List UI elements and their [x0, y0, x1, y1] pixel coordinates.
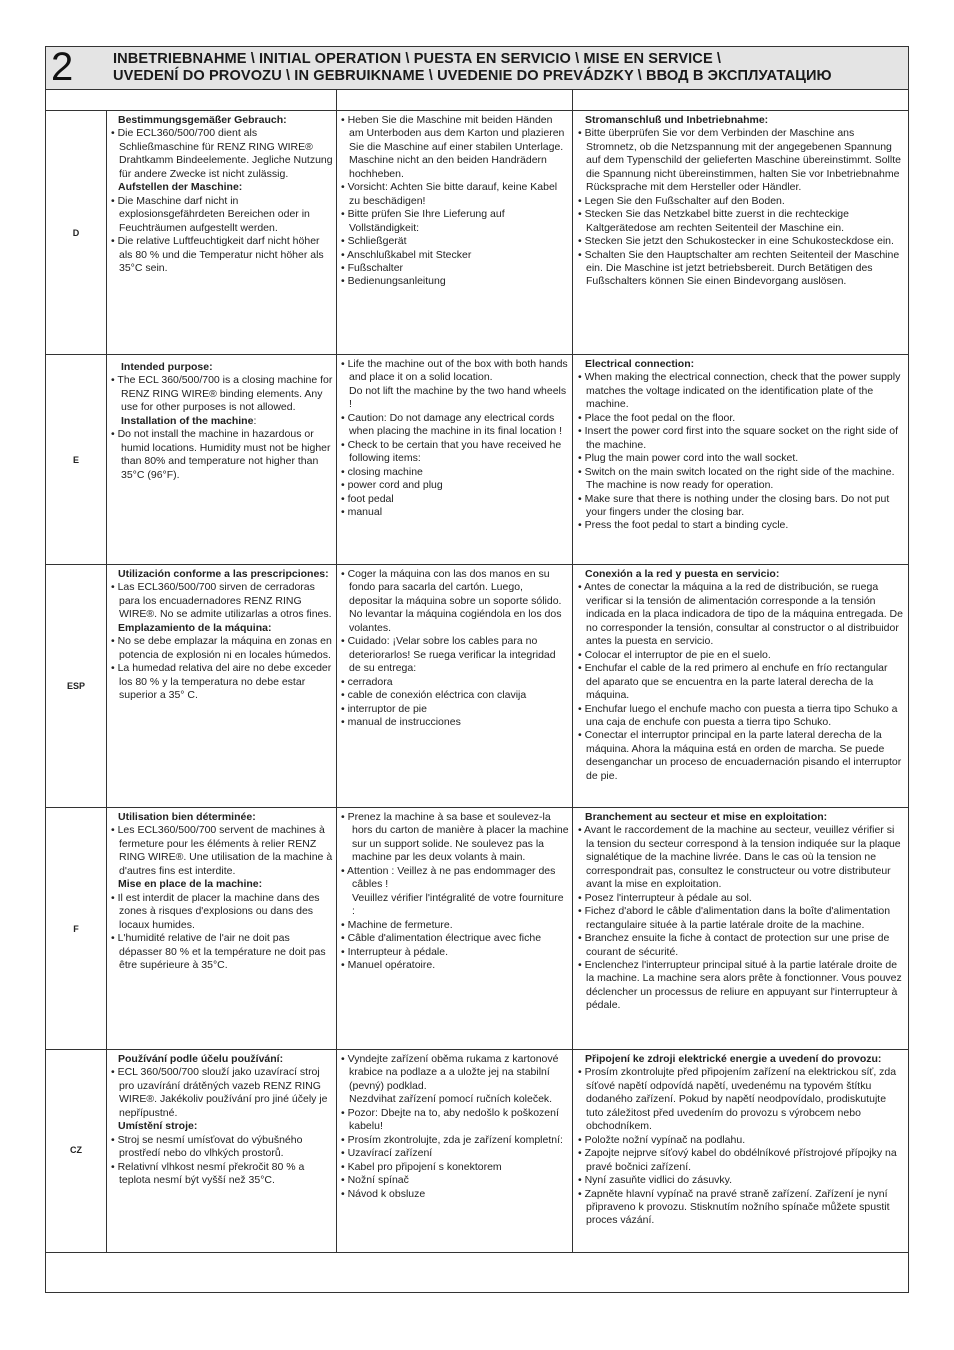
list-item: • Colocar el interruptor de pie en el suelo. [578, 648, 771, 661]
list-item: • Bitte prüfen Sie Ihre Lieferung auf Vollständigkeit: [341, 208, 505, 234]
list-item: • manual de instrucciones [341, 715, 461, 728]
list-item: • Heben Sie die Maschine mit beiden Händen am Unterboden aus dem Karton und plazieren Sie die Maschine auf einer stabilen Unterlage. Maschine nicht an den beiden Handrädern hochheben. [341, 114, 565, 180]
list-item: • Pozor: Dbejte na to, aby nedošlo k poškození kabelu! [341, 1106, 559, 1133]
electrical-connection-es [578, 568, 904, 783]
list-item: • Insert the power cord first into the square socket on the right side of the machine. [578, 425, 899, 451]
list-item: • Stroj se nesmí umísťovat do výbušného prostředí nebo do vlhkých prostorů. [111, 1133, 303, 1160]
intended-use-heading: Utilización conforme a las prescripciones: [118, 568, 329, 580]
list-note: Veuillez vérifier l'intégralité de votre fourniture : [352, 891, 564, 918]
electrical-connection-fr [578, 811, 904, 1013]
language-label-cz: CZ [70, 1145, 82, 1155]
language-label-d: D [72, 228, 80, 238]
list-item: • Schalten Sie den Hauptschalter am rechten Seitenteil der Maschine ein. Die Maschine ist jetzt betriebsbereit. Durch Betätigen des Fußschalters können Sie einen Bindevorgang auslösen. [578, 248, 900, 288]
list-item: • Zapněte hlavní vypínač na pravé straně zařízení. Zařízení je nyní připraveno k provozu. Stisknutím nožního spínače můžete spustit proces vázání. [578, 1187, 890, 1227]
installation-heading: Aufstellen der Maschine: [118, 181, 243, 194]
list-item: • Zapojte nejprve síťový kabel do obdélníkové přístrojové přípojky na pravé bočnici zařízení. [578, 1147, 897, 1173]
electrical-connection-cz [578, 1053, 904, 1228]
list-item: • Fichez d'abord le câble d'alimentation dans la boîte d'alimentation rectangulaire située à la partie latérale droite de la machine. [578, 905, 891, 931]
list-item: • Coger la máquina con las dos manos en su fondo para sacarla del cartón. Luego, depositar la máquina sobre un soporte sólido. No levantar la máquina cogiéndola en los dos volantes. [341, 568, 562, 634]
section-title-line1: INBETRIEBNAHME \ INITIAL OPERATION \ PUESTA EN SERVICIO \ MISE EN SERVICE \ [113, 51, 722, 67]
electrical-heading: Electrical connection: [585, 358, 695, 370]
list-item: • Interrupteur à pédale. [341, 945, 448, 958]
list-item: • Avant le raccordement de la machine au secteur, veuillez vérifier si la tension du secteur correspond à la tension indiquée sur la plaque signalétique de la machine livrée. Dans le cas où la tension ne correspondrait pas, consultez le constructeur ou votre distributeur avant la mise en exploitation. [578, 824, 901, 891]
row-divider [45, 807, 909, 808]
list-item: • Conectar el interruptor principal en la parte lateral derecha de la máquina. Ahora la máquina está en orden de marcha. Se puede desenganchar un proceso de encuadernación pisando el interruptor de pie. [578, 729, 902, 782]
list-item: • The ECL 360/500/700 is a closing machine for RENZ RING WIRE® binding elements. Any use for other purposes is not allowed. [111, 374, 333, 414]
language-label-esp: ESP [66, 681, 85, 691]
list-item: • Bedienungsanleitung [341, 275, 446, 288]
electrical-connection-de [578, 114, 904, 289]
column-divider [572, 111, 573, 1252]
unpacking-fr [341, 811, 569, 972]
electrical-connection-en [578, 358, 904, 533]
list-item: • Antes de conectar la máquina a la red de distribución, se ruega verificar si la tensión de alimentación corresponde a la tensión indicada en la placa indicadora de tipo de la máquina entregada. De no corresponder la tensión, consultar al constructor o al distribuidor antes la puesta en servicio. [578, 581, 903, 648]
list-item: • Attention : Veillez à ne pas endommager des câbles ! [341, 864, 556, 891]
list-item: • Legen Sie den Fußschalter auf den Boden. [578, 194, 785, 207]
installation-heading: Mise en place de la machine: [118, 878, 263, 891]
row-divider [45, 354, 909, 355]
list-item: • Prenez la machine à sa base et soulevez-la hors du carton de manière à placer la machine sur un support solide. Ne soulevez pas la machine par les deux volants à main. [341, 811, 569, 864]
list-item: • Bitte überprüfen Sie vor dem Verbinden der Maschine ans Stromnetz, ob die Netzspannung mit der angegebenen Spannung auf dem Typenschild der gelieferten Maschine übereinstimmt. Sollte die Spannung nicht übereinstimmen, halten Sie vor Inbetriebnahme Rücksprache mit dem Hersteller oder Händler. [578, 127, 901, 194]
installation-heading: Installation of the machine [121, 414, 254, 427]
intended-use-de [111, 114, 333, 275]
list-item: • foot pedal [341, 492, 394, 505]
installation-heading: Emplazamiento de la máquina: [118, 621, 272, 634]
installation-heading-line [111, 415, 333, 428]
list-item: • Câble d'alimentation électrique avec fiche [341, 932, 542, 945]
list-item: • Il est interdit de placer la machine dans des zones à risques d'explosions ou dans des locaux humides. [111, 891, 320, 931]
intended-use-heading: Intended purpose: [121, 361, 213, 373]
list-item: • Enclenchez l'interrupteur principal situé à la partie latérale droite de la machine. La machine sera alors prête à fonctionner. Vous pouvez déclencher un processus de reliure en appuyant sur l'interrupteur à pédale. [578, 958, 902, 1012]
list-item: • Manuel opératoire. [341, 958, 436, 971]
unpacking-es [341, 568, 569, 729]
list-item: • Plug the main power cord into the wall socket. [578, 452, 799, 465]
electrical-heading: Připojení ke zdroji elektrické energie a uvedení do provozu: [585, 1053, 882, 1065]
unpacking-en [341, 358, 569, 519]
list-item: • Enchufar luego el enchufe macho con puesta a tierra tipo Schuko a una caja de enchufe con puesta a tierra tipo Schuko. [578, 702, 898, 728]
unpacking-de [341, 114, 569, 289]
section-title-line2: UVEDENÍ DO PROVOZU \ IN GEBRUIKNAME \ UVEDENIE DO PREVÁDZKY \ ВВОД В ЭКСПЛУАТАЦИЮ [113, 68, 832, 84]
blank-footer-row [45, 1252, 909, 1293]
list-note: Do not lift the machine by the two hand wheels ! [349, 384, 567, 411]
list-item: • Do not install the machine in hazardous or humid locations. Humidity must not be higher than 80% and temperature not higher than 35°C (96°F). [111, 428, 331, 481]
heading-colon: : [253, 414, 257, 427]
list-item: • Press the foot pedal to start a binding cycle. [578, 519, 789, 532]
column-divider [336, 111, 337, 1252]
list-item: • Relativní vlhkost nesmí překročit 80 % a teplota nesmí být vyšší než 35°C. [111, 1160, 305, 1187]
language-label-f: F [73, 924, 79, 934]
list-item: • Fußschalter [341, 261, 404, 274]
unpacking-cz [341, 1053, 569, 1201]
electrical-heading: Conexión a la red y puesta en servicio: [585, 568, 780, 580]
list-item: • Položte nožní vypínač na podlahu. [578, 1133, 746, 1146]
intended-use-heading: Používání podle účelu používání: [118, 1053, 284, 1065]
list-item: • Life the machine out of the box with both hands and place it on a solid location. [341, 358, 568, 384]
list-item: • La humedad relativa del aire no debe exceder los 80 % y la temperatura no debe estar superior a 35° C. [111, 662, 332, 702]
intended-use-heading: Bestimmungsgemäßer Gebrauch: [118, 114, 287, 126]
list-item: • Caution: Do not damage any electrical cords when placing the machine in its final location ! [341, 411, 563, 438]
list-item: • Die Maschine darf nicht in explosionsgefährdeten Bereichen oder in Feuchträumen aufgestellt werden. [111, 194, 310, 234]
list-item: • interruptor de pie [341, 702, 427, 715]
column-divider [336, 89, 337, 111]
intended-use-en [111, 361, 333, 482]
list-item: • manual [341, 505, 383, 518]
list-item: • Vyndejte zařízení oběma rukama z kartonové krabice na podlaze a a uložte jej na stabilní (pevný) podklad. [341, 1053, 559, 1092]
column-divider [106, 111, 107, 1252]
list-item: • Anschlußkabel mit Stecker [341, 248, 472, 261]
list-item: • Uzavírací zařízení [341, 1147, 433, 1160]
list-item: • When making the electrical connection, check that the power supply matches the voltage indicated on the identification plate of the machine. [578, 371, 901, 411]
list-item: • Les ECL360/500/700 servent de machines à fermeture pour les éléments à relier RENZ RING WIRE®. Une utilisation de la machine à d'autres fins est interdite. [111, 824, 333, 877]
intended-use-fr [111, 811, 333, 972]
list-item: • Posez l'interrupteur à pédale au sol. [578, 891, 752, 904]
list-item: • Cuidado: ¡Velar sobre los cables para no deteriorarlos! Se ruega verificar la integridad de su entrega: [341, 635, 556, 675]
list-item: • Check to be certain that you have received he following items: [341, 438, 562, 465]
row-divider [45, 1049, 909, 1050]
list-item: • Make sure that there is nothing under the closing bars. Do not put your fingers under the closing bar. [578, 492, 890, 518]
row-divider [45, 564, 909, 565]
list-item: • No se debe emplazar la máquina en zonas en potencia de explosión ni en locales húmedos. [111, 635, 332, 661]
list-item: • Prosím zkontrolujte, zda je zařízení kompletní: [341, 1133, 563, 1146]
list-item: • L'humidité relative de l'air ne doit pas dépasser 80 % et la température ne doit pas être supérieure à 35°C. [111, 932, 326, 971]
list-item: • Enchufar el cable de la red primero al enchufe en frío rectangular del aparato que se encuentra en la parte lateral derecha de la máquina. [578, 662, 888, 702]
list-item: • Nyní zasuňte vidlici do zásuvky. [578, 1174, 733, 1187]
list-item: • Stecken Sie jetzt den Schukostecker in eine Schukosteckdose ein. [578, 235, 894, 248]
list-item: • Prosím zkontrolujte před připojením zařízení na elektrickou síť, zda síťové napětí odpovídá napětí, uvedenému na typovém štítku dodaného zařízení. Pokud by napětí neodpovídalo, prodiskutujte tuto záležitost před uvedením do provozu s výrobcem nebo obchodníkem. [578, 1066, 897, 1133]
column-divider [572, 89, 573, 111]
intended-use-cz [111, 1053, 333, 1188]
list-item: • cerradora [341, 675, 393, 688]
list-item: • Návod k obsluze [341, 1187, 426, 1200]
list-item: • Kabel pro připojení s konektorem [341, 1160, 502, 1173]
list-item: • Nožní spínač [341, 1174, 409, 1187]
list-item: • Machine de fermeture. [341, 918, 453, 931]
chapter-number: 2 [51, 45, 74, 89]
list-item: • power cord and plug [341, 479, 443, 492]
list-item: • Stecken Sie das Netzkabel bitte zuerst in die rechteckige Kaltgerätedose am rechten Seitenteil der Maschine ein. [578, 208, 849, 234]
intended-use-heading: Utilisation bien déterminée: [118, 811, 256, 823]
installation-heading: Umístění stroje: [118, 1120, 198, 1133]
list-item: • Switch on the main switch located on the right side of the machine. The machine is now ready for operation. [578, 465, 895, 492]
blank-header-row [45, 89, 909, 111]
list-item: • ECL 360/500/700 slouží jako uzavírací stroj pro uzavírání drátěných vazeb RENZ RING WIRE®. Jakékoliv používání pro jiné účely je nepřípustné. [111, 1066, 328, 1119]
electrical-heading: Stromanschluß und Inbetriebnahme: [585, 114, 769, 126]
language-label-e: E [72, 455, 79, 465]
list-item: • Place the foot pedal on the floor. [578, 411, 736, 424]
list-item: • cable de conexión eléctrica con clavija [341, 689, 527, 702]
list-item: • Die relative Luftfeuchtigkeit darf nicht höher als 80 % und die Temperatur nicht höher als 35°C sein. [111, 235, 324, 274]
list-item: • Las ECL360/500/700 sirven de cerradoras para los encuadernadores RENZ RING WIRE®. No se admite utilizarlas a otros fines. [111, 581, 332, 621]
list-note: Nezdvihat zařízení pomocí ručních koleček. [349, 1093, 553, 1106]
list-item: • Branchez ensuite la fiche à contact de protection sur une prise de courant de sécurité. [578, 932, 890, 958]
intended-use-es [111, 568, 333, 703]
list-item: • Vorsicht: Achten Sie bitte darauf, keine Kabel zu beschädigen! [341, 181, 558, 207]
list-item: • Schließgerät [341, 235, 407, 248]
electrical-heading: Branchement au secteur et mise en exploitation: [585, 811, 828, 823]
list-item: • Die ECL360/500/700 dient als Schließmaschine für RENZ RING WIRE® Drahtkamm Bindeelemente. Jegliche Nutzung für andere Zwecke ist nicht zulässig. [111, 127, 333, 180]
section-header [45, 46, 909, 90]
list-item: • closing machine [341, 465, 423, 478]
